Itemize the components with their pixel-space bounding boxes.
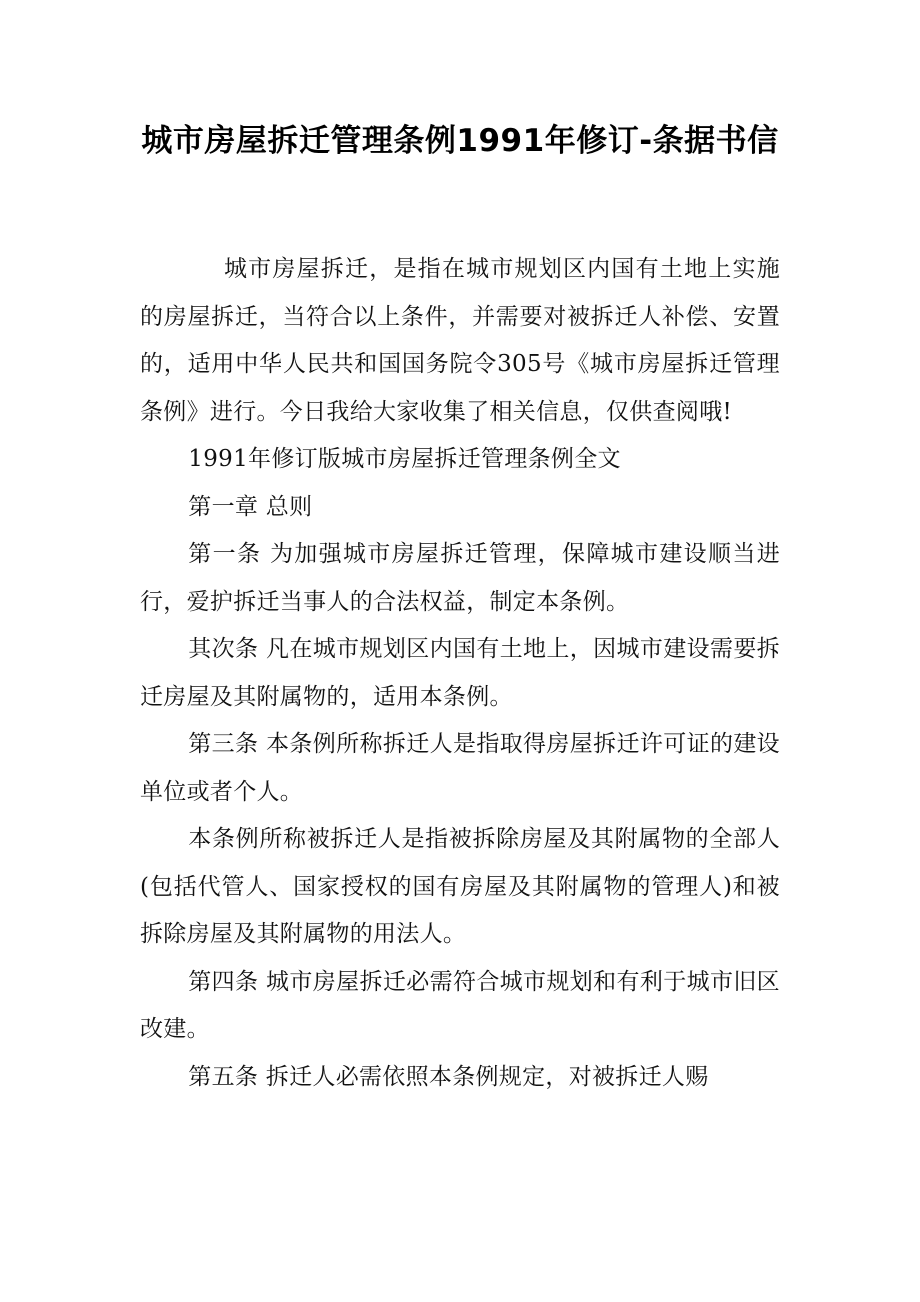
paragraph-article-5: 第五条 拆迁人必需依照本条例规定，对被拆迁人赐 <box>188 1063 709 1090</box>
document-title: 城市房屋拆迁管理条例1991年修订-条据书信 <box>141 123 779 159</box>
paragraph-article-4: 第四条 城市房屋拆迁必需符合城市规划和有利于城市旧区改建。 <box>140 968 780 1042</box>
paragraph-chapter-heading: 第一章 总则 <box>188 493 313 520</box>
paragraph-article-1: 第一条 为加强城市房屋拆迁管理，保障城市建设顺当进行，爱护拆迁当事人的合法权益，制定本条例。 <box>140 541 780 615</box>
document-body <box>140 246 780 1101</box>
paragraph-article-2: 其次条 凡在城市规划区内国有土地上，因城市建设需要拆迁房屋及其附属物的，适用本条例。 <box>140 636 780 710</box>
paragraph-article-3-definition: 本条例所称被拆迁人是指被拆除房屋及其附属物的全部人(包括代管人、国家授权的国有房屋及其附属物的管理人)和被拆除房屋及其附属物的用法人。 <box>140 826 780 947</box>
paragraph-intro: 城市房屋拆迁，是指在城市规划区内国有土地上实施的房屋拆迁，当符合以上条件，并需要对被拆迁人补偿、安置的，适用中华人民共和国国务院令305号《城市房屋拆迁管理条例》进行。今日我给大家收集了相关信息，仅供查阅哦! <box>140 256 780 425</box>
paragraph-heading-full-text: 1991年修订版城市房屋拆迁管理条例全文 <box>188 446 621 472</box>
paragraph-article-3: 第三条 本条例所称拆迁人是指取得房屋拆迁许可证的建设单位或者个人。 <box>140 731 780 805</box>
